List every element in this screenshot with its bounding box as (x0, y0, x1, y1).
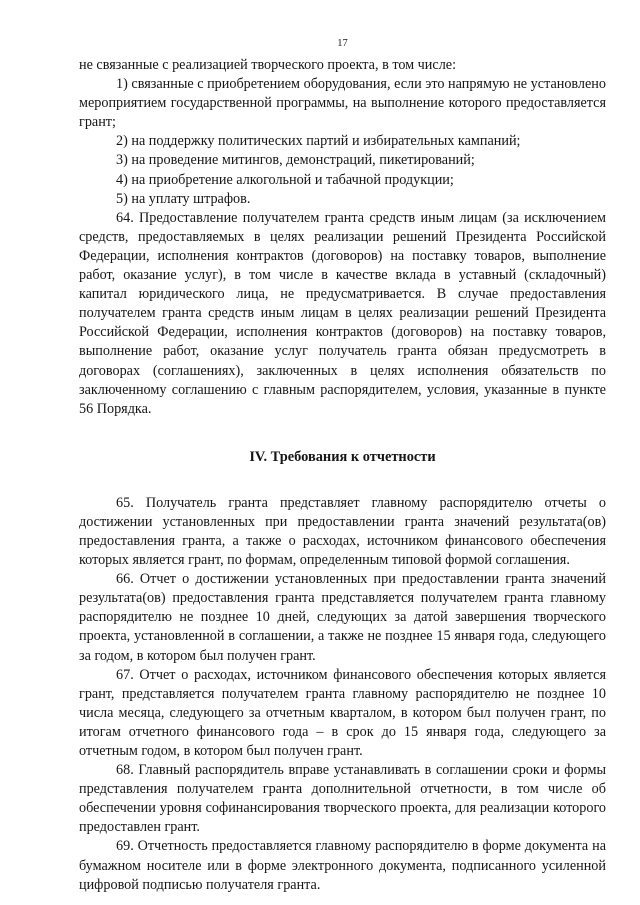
list-item-3: 3) на проведение митингов, демонстраций, пикетирований; (116, 152, 475, 169)
paragraph-65: 65. Получатель гранта представляет главному распорядителю отчеты о достижении установленных при предоставлении гранта значений результата(ов) предоставления гранта, а также о расходах, источником финансового обеспечения которых является грант, по формам, определенным типовой формой соглашения. (79, 494, 606, 569)
page-number: 17 (337, 38, 348, 49)
list-item-2: 2) на поддержку политических партий и избирательных кампаний; (116, 133, 521, 150)
paragraph-69: 69. Отчетность предоставляется главному распорядителю в форме документа на бумажном носителе или в форме электронного документа, подписанного усиленной цифровой подписью получателя гранта. (79, 838, 606, 893)
paragraph-66: 66. Отчет о достижении установленных при предоставлении гранта значений результата(ов) предоставления гранта представляется получателем гранта главному распорядителю не позднее 10 дней, следующих за датой завершения творческого проекта, установленной в соглашении, а также не позднее 15 января года, следующего за годом, в котором был получен грант. (79, 571, 606, 664)
paragraph-67: 67. Отчет о расходах, источником финансового обеспечения которых является грант, представляется получателем гранта главному распорядителю не позднее 10 числа месяца, следующего за отчетным кварталом, в котором был получен грант, по итогам отчетного финансового года – в срок до 15 января года, следующего за отчетным годом, в котором был получен грант. (79, 666, 606, 759)
section-heading: IV. Требования к отчетности (249, 448, 436, 465)
paragraph-64: 64. Предоставление получателем гранта средств иным лицам (за исключением средств, предоставляемых в целях реализации решений Президента Российской Федерации, исполнения контрактов (договоров) на поставку товаров, выполнение работ, оказание услуг), в том числе в качестве вклада в уставный (складочный) капитал юридического лица, не предусматривается. В случае предоставления получателем гранта средств иным лицам в целях реализации решений Президента Российской Федерации, исполнения контрактов (договоров) на поставку товаров, выполнение работ, оказание услуг получатель гранта обязан предусмотреть в договорах (соглашениях), заключенных в целях исполнения обязательств по заключенному соглашению с главным распорядителем, условия, указанные в пункте 56 Порядка. (79, 209, 606, 417)
list-item-1: 1) связанные с приобретением оборудования, если это напрямую не установлено мероприятием государственной программы, на выполнение которого предоставляется грант; (79, 76, 606, 131)
list-item-5: 5) на уплату штрафов. (116, 190, 251, 207)
paragraph-continuation: не связанные с реализацией творческого проекта, в том числе: (79, 57, 457, 73)
paragraph-68: 68. Главный распорядитель вправе устанавливать в соглашении сроки и формы представления получателем гранта дополнительной отчетности, в том числе об обеспечении уровня софинансирования творческого проекта, для реализации которого предоставлен грант. (79, 762, 606, 836)
list-item-4: 4) на приобретение алкогольной и табачной продукции; (116, 171, 454, 188)
